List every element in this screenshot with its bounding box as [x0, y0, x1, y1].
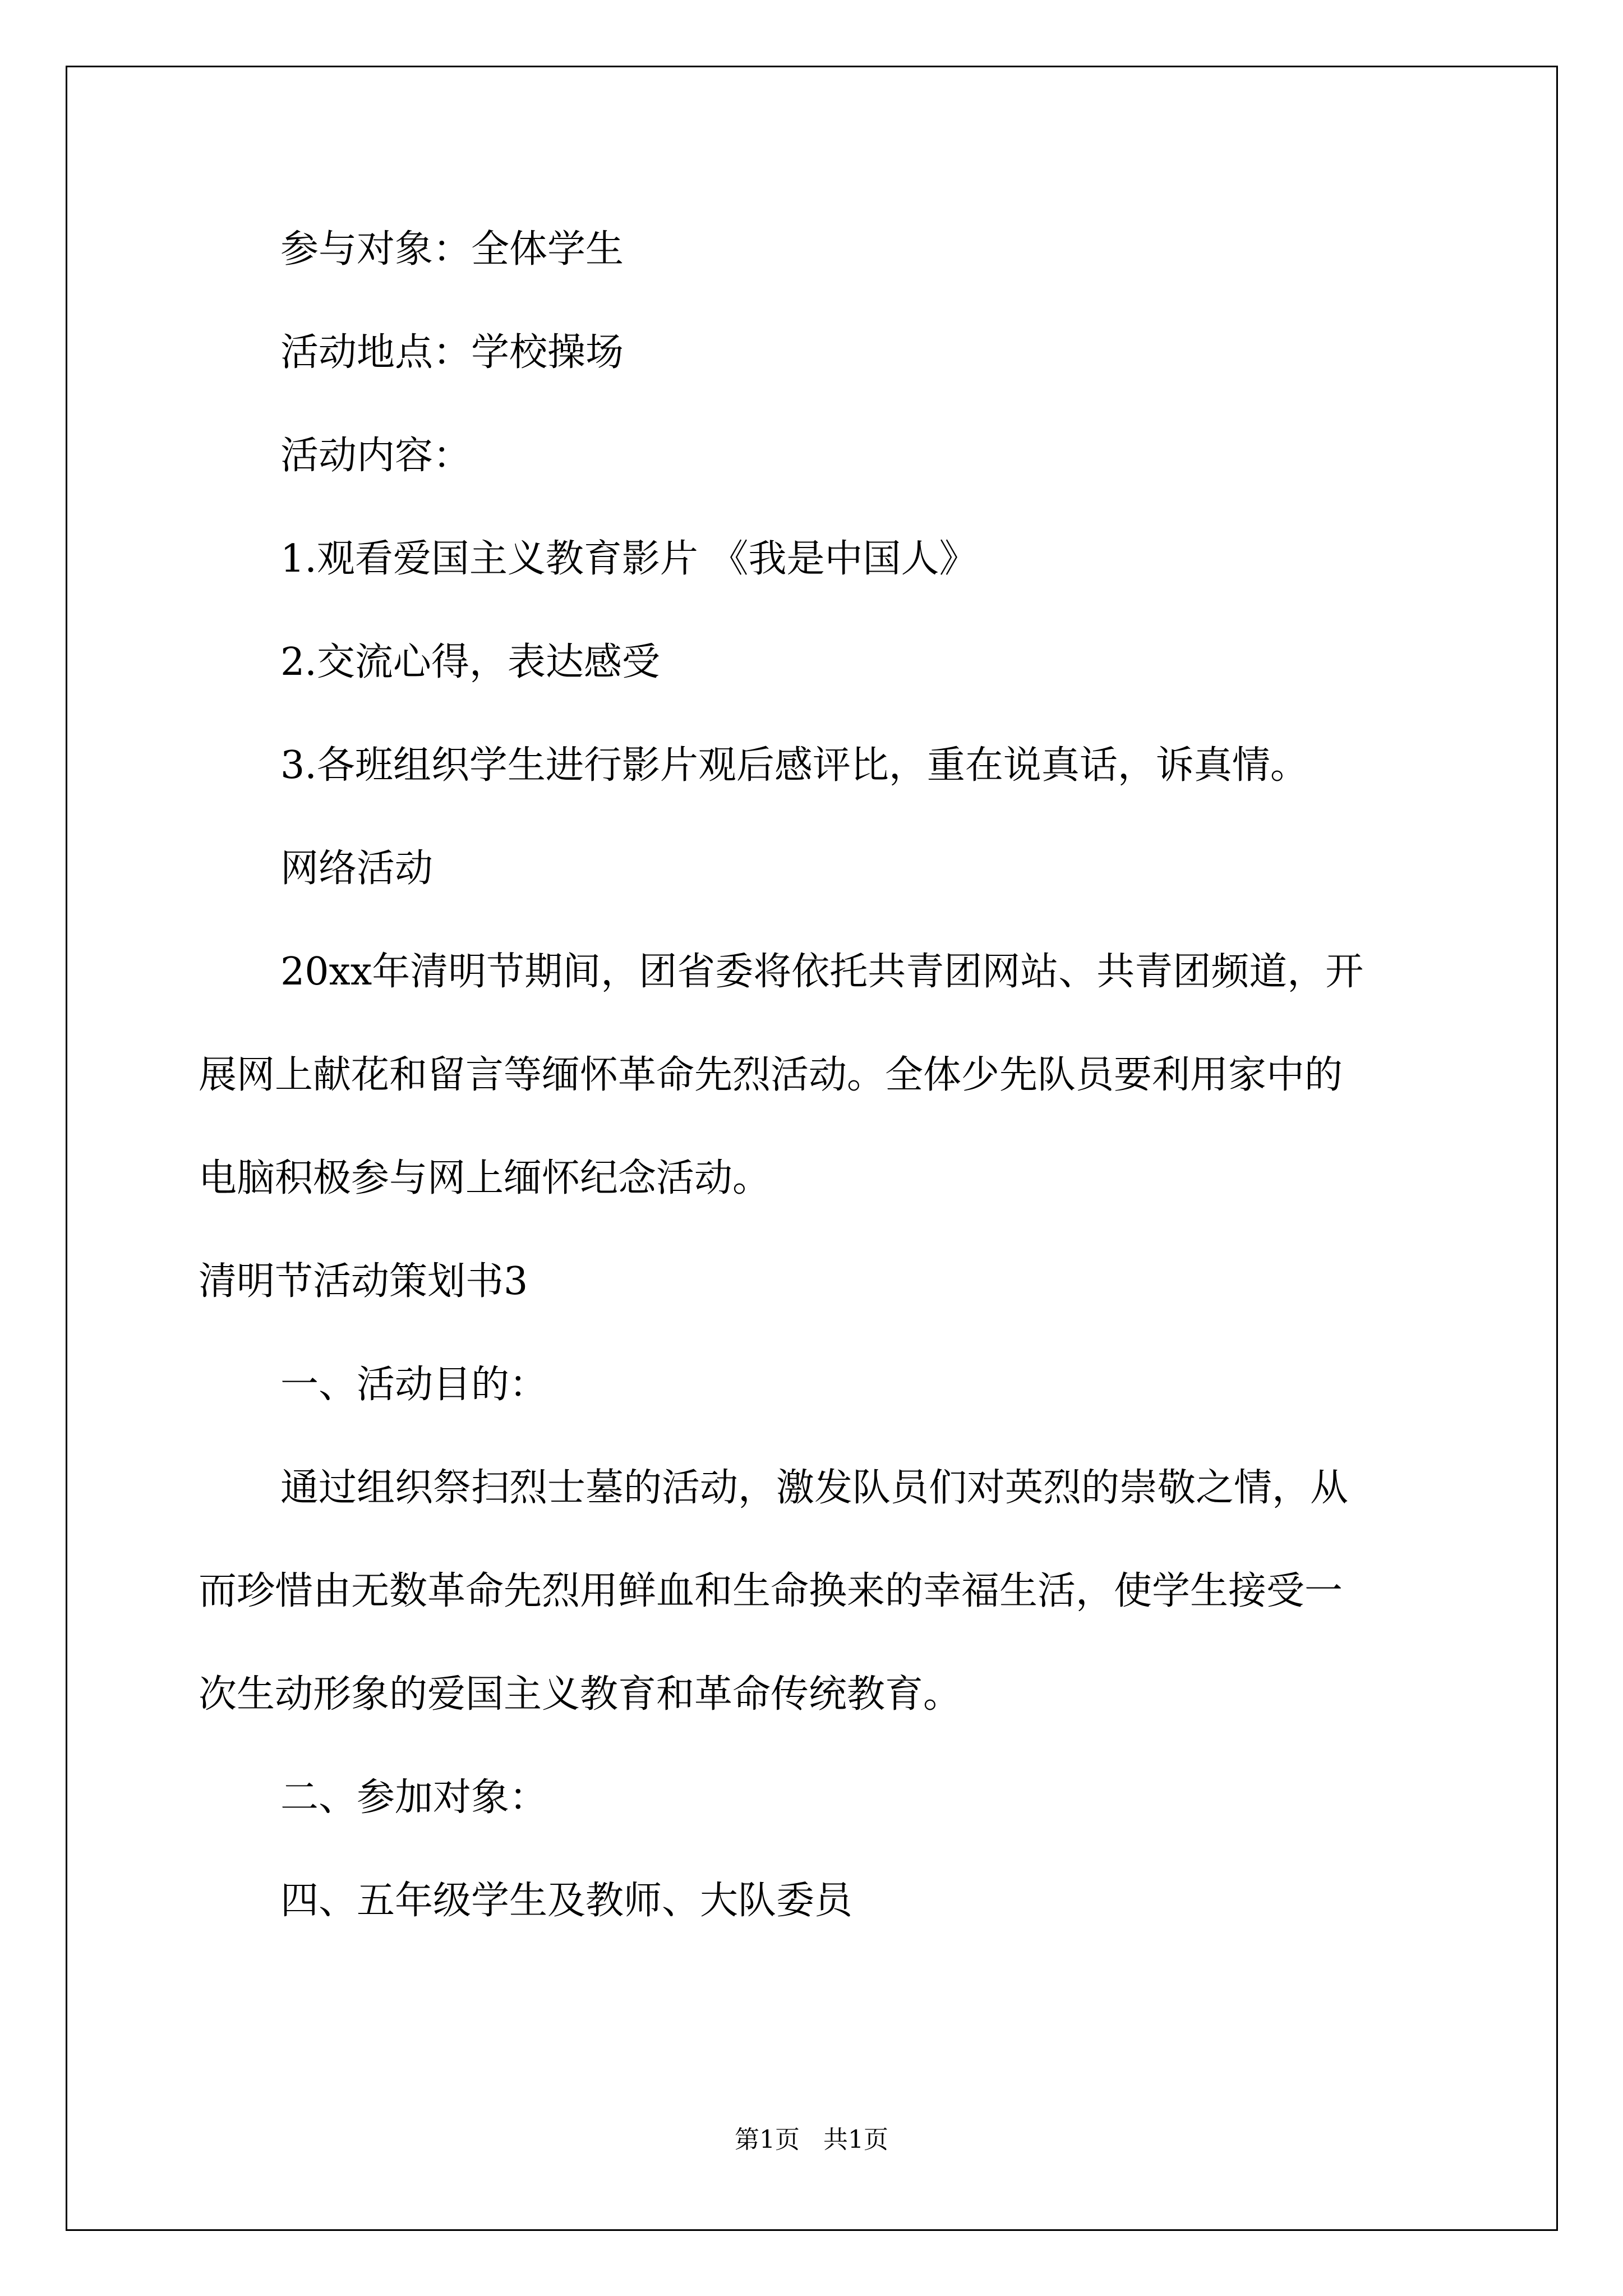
page-footer: 第1页 共1页 [735, 2125, 888, 2154]
participants-detail: 四、五年级学生及教师、大队委员 [280, 1879, 853, 1923]
purpose-heading: 一、活动目的： [280, 1363, 548, 1407]
location-line: 活动地点：学校操场 [280, 330, 624, 375]
content-item-1: 1.观看爱国主义教育影片 《我是中国人》 [280, 537, 978, 581]
content-heading: 活动内容： [280, 434, 472, 478]
purpose-paragraph-line-2: 而珍惜由无数革命先烈用鲜血和生命换来的幸福生活，使学生接受一 [199, 1569, 1343, 1613]
online-paragraph-line-1: 20xx年清明节期间，团省委将依托共青团网站、共青团频道，开 [280, 950, 1364, 994]
purpose-paragraph-line-1: 通过组织祭扫烈士墓的活动，激发队员们对英烈的崇敬之情，从 [280, 1466, 1349, 1510]
purpose-paragraph-line-3: 次生动形象的爱国主义教育和革命传统教育。 [199, 1672, 962, 1717]
online-paragraph-line-2: 展网上献花和留言等缅怀革命先烈活动。全体少先队员要利用家中的 [199, 1053, 1343, 1097]
participants-line: 参与对象：全体学生 [280, 227, 624, 272]
content-item-2: 2.交流心得，表达感受 [280, 640, 660, 684]
online-activity-heading: 网络活动 [280, 846, 434, 891]
section-title: 清明节活动策划书3 [199, 1259, 528, 1304]
online-paragraph-line-3: 电脑积极参与网上缅怀纪念活动。 [199, 1156, 771, 1200]
content-item-3: 3.各班组织学生进行影片观后感评比，重在说真话，诉真情。 [280, 743, 1308, 788]
participants-heading: 二、参加对象： [280, 1775, 548, 1820]
